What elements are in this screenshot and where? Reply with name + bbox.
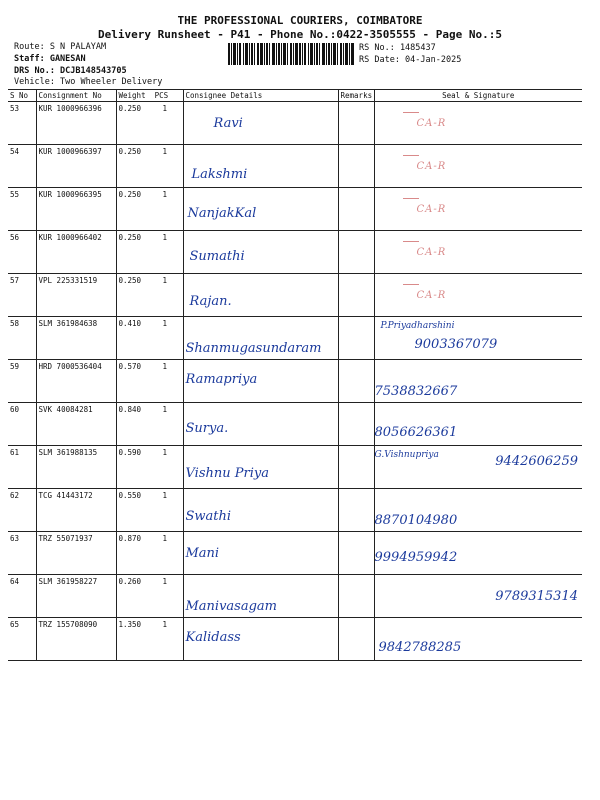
sno-value: 59 [10,362,20,371]
delivery-stamp: CA-R [416,290,447,301]
consignee-cell [183,618,338,661]
weight-value: 0.550 [118,491,142,500]
company-name: THE PROFESSIONAL COURIERS, COIMBATORE [177,14,423,27]
consignment-number: KUR 1000966396 [38,104,102,113]
consignment-cell [36,145,116,188]
weight-value: 0.570 [118,362,142,371]
weight-cell [116,489,183,532]
pcs-value: 1 [162,620,168,629]
seal-signature-cell [374,575,582,618]
sno-cell [8,618,36,661]
consignee-cell [183,446,338,489]
column-header-consignment: Consignment No [36,90,116,102]
sno-value: 55 [10,190,20,199]
column-header-weight-pcs [116,90,183,102]
consignee-handwritten-name: Manivasagam [185,599,278,614]
weight-value: 0.250 [118,104,142,113]
seal-signature-cell [374,145,582,188]
consignee-handwritten-name: Shanmugasundaram [185,341,322,356]
receiver-signature: G.Vishnupriya [374,450,439,460]
remarks-cell [338,145,374,188]
weight-cell [116,102,183,145]
weight-cell [116,360,183,403]
sno-value: 61 [10,448,20,457]
consignee-cell [183,274,338,317]
consignee-cell [183,532,338,575]
table-row [8,446,582,489]
remarks-cell [338,274,374,317]
pcs-value: 1 [162,405,168,414]
consignment-number: TRZ 155708090 [38,620,98,629]
receiver-phone-number: 9842788285 [378,640,462,655]
consignee-handwritten-name: Lakshmi [191,167,248,182]
sno-cell [8,575,36,618]
table-row [8,489,582,532]
weight-value: 0.250 [118,276,142,285]
stamp-mark [403,155,419,156]
receiver-phone-number: 9442606259 [495,454,578,469]
stamp-mark [403,112,419,113]
consignment-number: KUR 1000966397 [38,147,102,156]
column-header-pcs: PCS [154,91,169,100]
seal-signature-cell [374,102,582,145]
consignee-handwritten-name: Kalidass [185,630,241,645]
consignment-cell [36,102,116,145]
rs-number: RS No.: 1485437 [359,43,436,53]
pcs-value: 1 [162,190,168,199]
pcs-value: 1 [162,233,168,242]
delivery-stamp: CA-R [416,161,447,172]
weight-value: 0.250 [118,233,142,242]
seal-signature-cell [374,446,582,489]
sno-cell [8,317,36,360]
consignment-number: HRD 7000536404 [38,362,102,371]
consignment-number: SLM 361958227 [38,577,98,586]
sno-value: 60 [10,405,20,414]
sno-value: 54 [10,147,20,156]
consignment-cell [36,575,116,618]
weight-value: 0.250 [118,147,142,156]
weight-cell [116,403,183,446]
pcs-value: 1 [162,491,168,500]
weight-value: 0.840 [118,405,142,414]
consignment-cell [36,317,116,360]
consignment-number: VPL 225331519 [38,276,98,285]
column-header-consignee: Consignee Details [183,90,338,102]
sno-cell [8,102,36,145]
table-row [8,145,582,188]
consignee-handwritten-name: Ravi [213,116,243,131]
sno-cell [8,231,36,274]
sno-value: 58 [10,319,20,328]
staff-label: Staff: GANESAN [14,54,86,64]
consignment-cell [36,274,116,317]
consignee-handwritten-name: Rajan. [189,294,232,309]
consignee-handwritten-name: Surya. [185,421,229,436]
vehicle-label: Vehicle: Two Wheeler Delivery [14,77,163,87]
remarks-cell [338,446,374,489]
consignee-handwritten-name: Swathi [185,509,232,524]
sno-value: 53 [10,104,20,113]
sno-cell [8,403,36,446]
sno-cell [8,489,36,532]
sno-cell [8,145,36,188]
weight-cell [116,231,183,274]
weight-cell [116,532,183,575]
consignee-cell [183,231,338,274]
sno-value: 64 [10,577,20,586]
pcs-value: 1 [162,577,168,586]
consignee-cell [183,145,338,188]
consignment-number: SLM 361984638 [38,319,98,328]
consignment-number: TRZ 55071937 [38,534,93,543]
receiver-phone-number: 7538832667 [374,384,458,399]
sno-value: 65 [10,620,20,629]
seal-signature-cell [374,317,582,360]
sno-value: 56 [10,233,20,242]
remarks-cell [338,231,374,274]
remarks-cell [338,188,374,231]
table-row [8,188,582,231]
table-row [8,102,582,145]
pcs-value: 1 [162,448,168,457]
weight-cell [116,145,183,188]
receiver-phone-number: 8056626361 [374,425,458,440]
receiver-phone-number: 9003367079 [414,337,498,352]
table-row [8,618,582,661]
weight-value: 0.260 [118,577,142,586]
sno-value: 57 [10,276,20,285]
remarks-cell [338,618,374,661]
table-row [8,532,582,575]
remarks-cell [338,360,374,403]
seal-signature-cell [374,403,582,446]
weight-cell [116,446,183,489]
weight-value: 0.250 [118,190,142,199]
pcs-value: 1 [162,319,168,328]
weight-cell [116,618,183,661]
sno-cell [8,274,36,317]
weight-value: 1.350 [118,620,142,629]
consignee-cell [183,188,338,231]
weight-cell [116,317,183,360]
pcs-value: 1 [162,147,168,156]
column-header-sno: S No [8,90,36,102]
consignment-cell [36,618,116,661]
consignee-cell [183,489,338,532]
weight-cell [116,575,183,618]
delivery-stamp: CA-R [416,204,447,215]
seal-signature-cell [374,231,582,274]
column-header-weight: Weight [118,91,146,100]
stamp-mark [403,284,419,285]
table-row [8,274,582,317]
table-row [8,403,582,446]
table-header-row [8,90,582,102]
pcs-value: 1 [162,104,168,113]
rs-date: RS Date: 04-Jan-2025 [359,55,462,65]
remarks-cell [338,575,374,618]
consignment-cell [36,403,116,446]
pcs-value: 1 [162,362,168,371]
remarks-cell [338,489,374,532]
consignment-number: TCG 41443172 [38,491,93,500]
receiver-signature: P.Priyadharshini [380,321,455,331]
consignment-cell [36,489,116,532]
table-row [8,575,582,618]
consignment-cell [36,360,116,403]
delivery-stamp: CA-R [416,118,447,129]
consignment-number: KUR 1000966402 [38,233,102,242]
consignee-handwritten-name: Ramapriya [185,372,258,387]
consignee-handwritten-name: Sumathi [189,249,245,264]
consignee-handwritten-name: Mani [185,546,220,561]
pcs-value: 1 [162,534,168,543]
consignment-number: SLM 361988135 [38,448,98,457]
table-row [8,317,582,360]
consignee-cell [183,317,338,360]
sno-cell [8,188,36,231]
column-header-remarks: Remarks [338,90,374,102]
stamp-mark [403,241,419,242]
consignment-cell [36,532,116,575]
consignee-cell [183,403,338,446]
sno-cell [8,360,36,403]
consignment-cell [36,446,116,489]
weight-cell [116,274,183,317]
seal-signature-cell [374,274,582,317]
remarks-cell [338,317,374,360]
weight-cell [116,188,183,231]
consignee-handwritten-name: NanjakKal [187,206,257,221]
weight-value: 0.410 [118,319,142,328]
runsheet-title: Delivery Runsheet - P41 - Phone No.:0422-3505555 - Page No.:5 [98,28,502,41]
barcode-image [228,43,354,65]
pcs-value: 1 [162,276,168,285]
receiver-phone-number: 9789315314 [495,589,578,604]
receiver-phone-number: 9994959942 [374,550,458,565]
sno-cell [8,532,36,575]
route-label: Route: S N PALAYAM [14,42,107,52]
table-row [8,360,582,403]
sno-cell [8,446,36,489]
consignment-number: SVK 40084281 [38,405,93,414]
seal-signature-cell [374,360,582,403]
consignment-number: KUR 1000966395 [38,190,102,199]
remarks-cell [338,403,374,446]
consignment-cell [36,231,116,274]
weight-value: 0.870 [118,534,142,543]
consignee-handwritten-name: Vishnu Priya [185,466,269,481]
consignee-cell [183,102,338,145]
runsheet-table [8,89,582,661]
receiver-phone-number: 8870104980 [374,513,458,528]
drs-number: DRS No.: DCJB148543705 [14,66,127,76]
seal-signature-cell [374,532,582,575]
remarks-cell [338,532,374,575]
seal-signature-cell [374,618,582,661]
seal-signature-cell [374,188,582,231]
remarks-cell [338,102,374,145]
weight-value: 0.590 [118,448,142,457]
consignment-cell [36,188,116,231]
table-row [8,231,582,274]
column-header-seal: Seal & Signature [374,90,582,102]
sno-value: 62 [10,491,20,500]
delivery-stamp: CA-R [416,247,447,258]
stamp-mark [403,198,419,199]
seal-signature-cell [374,489,582,532]
consignee-cell [183,360,338,403]
sno-value: 63 [10,534,20,543]
consignee-cell [183,575,338,618]
